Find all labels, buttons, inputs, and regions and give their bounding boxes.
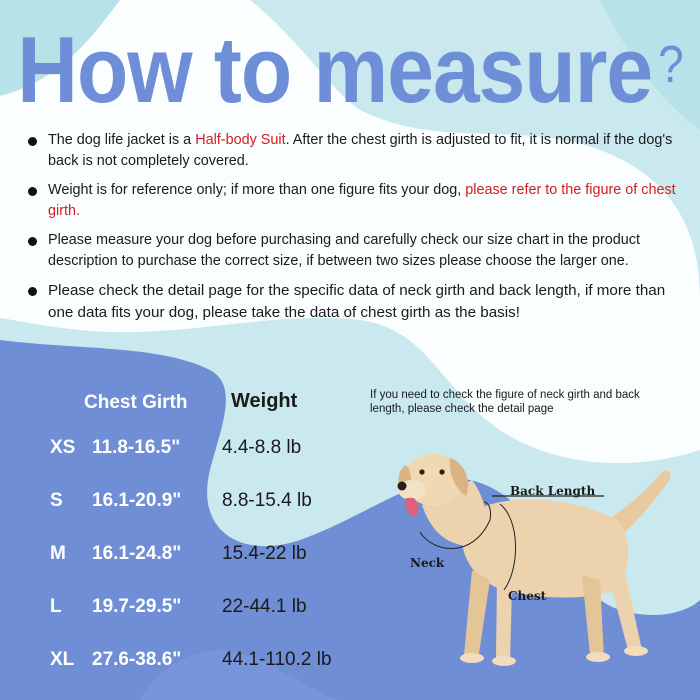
chest-value: 27.6-38.6" xyxy=(92,649,182,670)
size-row xyxy=(0,490,400,520)
highlight-text: please refer to the figure of chest girth. xyxy=(48,182,676,219)
weight-value: 44.1-110.2 lb xyxy=(222,649,332,670)
size-row xyxy=(0,596,400,626)
title-text: How to measure xyxy=(17,16,653,123)
detail-page-note: If you need to check the figure of neck girth and back length, please check the detail page xyxy=(370,389,640,415)
question-mark-icon: ? xyxy=(658,34,683,94)
size-label: XS xyxy=(50,437,76,458)
size-label: L xyxy=(50,596,62,617)
instructions-list xyxy=(26,130,676,332)
page-title xyxy=(0,8,700,126)
chest-value: 16.1-20.9" xyxy=(92,490,182,511)
size-label: M xyxy=(50,543,66,564)
weight-value: 15.4-22 lb xyxy=(222,543,307,564)
instruction-text: . After the chest girth is adjusted to fit, it is normal if the dog's back is not completely covered. xyxy=(48,132,673,169)
instruction-text: Please check the detail page for the specific data of neck girth and back length, if more than one data fits your dog, please take the data of chest girth as the basis! xyxy=(48,282,666,321)
chest-value: 16.1-24.8" xyxy=(92,543,182,564)
instruction-item xyxy=(26,180,676,222)
instruction-text: The dog life jacket is a xyxy=(48,132,196,148)
size-row xyxy=(0,543,400,573)
chest-girth-header: Chest Girth xyxy=(84,392,188,413)
instruction-item xyxy=(26,280,676,324)
size-row xyxy=(0,437,400,467)
chest-value: 19.7-29.5" xyxy=(92,596,182,617)
neck-label: Neck xyxy=(410,556,445,570)
weight-value: 22-44.1 lb xyxy=(222,596,307,617)
chest-value: 11.8-16.5" xyxy=(92,437,181,458)
size-label: S xyxy=(50,490,63,511)
back-length-label: Back Length xyxy=(510,484,596,498)
chest-label: Chest xyxy=(508,589,547,603)
size-row xyxy=(0,649,400,679)
weight-value: 8.8-15.4 lb xyxy=(222,490,312,511)
weight-value: 4.4-8.8 lb xyxy=(222,437,302,458)
instruction-item xyxy=(26,230,676,272)
size-label: XL xyxy=(50,649,75,670)
weight-header: Weight xyxy=(231,390,298,412)
instruction-text: Weight is for reference only; if more than one figure fits your dog, xyxy=(48,182,466,198)
instruction-item xyxy=(26,130,676,172)
highlight-text: Half-body Suit xyxy=(195,132,286,148)
instruction-text: Please measure your dog before purchasing and carefully check our size chart in the product description to purchase the correct size, if between two sizes please choose the larger one. xyxy=(48,232,640,269)
